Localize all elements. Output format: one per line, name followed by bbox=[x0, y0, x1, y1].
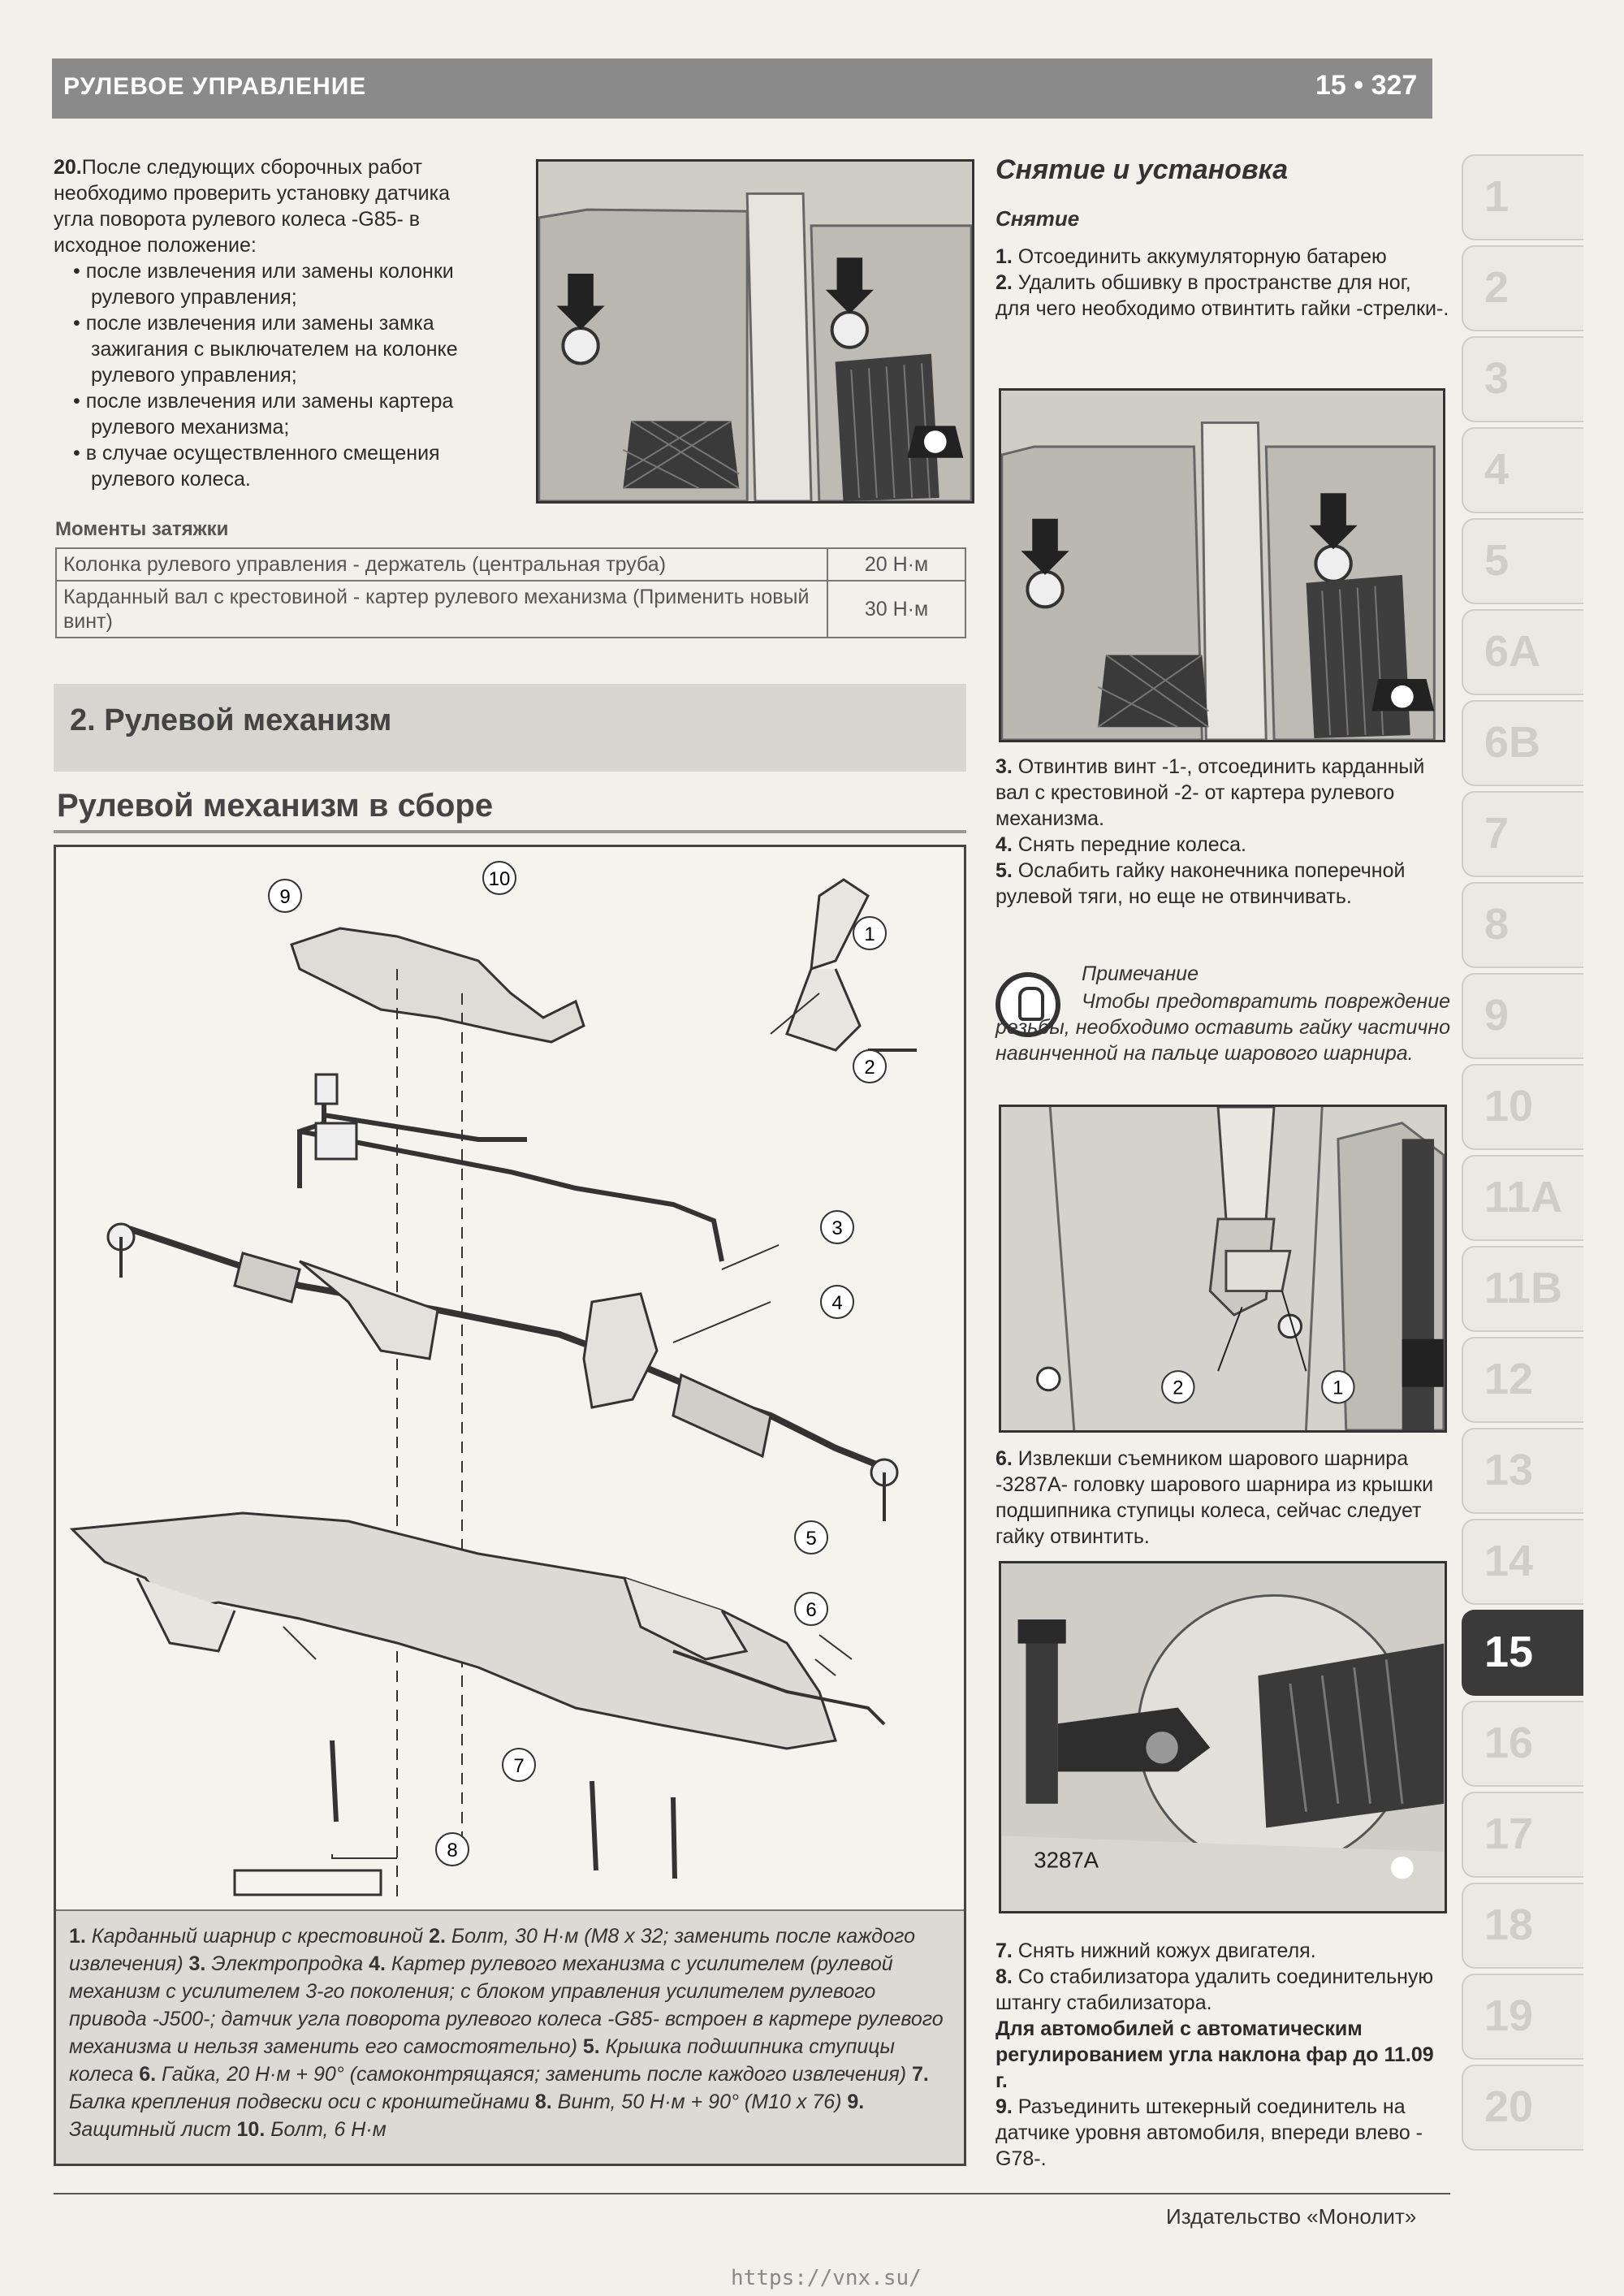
chapter-tab[interactable]: 2 bbox=[1462, 245, 1583, 331]
step-item: 5. Ослабить гайку наконечника поперечной рулевой тяги, но еще не отвинчивать. bbox=[996, 859, 1406, 908]
step-text: После следующих сборочных работ необходимо проверить установку датчика угла поворота рулевого колеса -G85- в исходное положение: bbox=[54, 156, 451, 257]
chapter-tab-active[interactable]: 15 bbox=[1462, 1610, 1583, 1696]
chapter-tab[interactable]: 5 bbox=[1462, 518, 1583, 604]
bullet-text: после извлечения или замены колонки рулевого управления; bbox=[85, 260, 454, 309]
svg-text:6: 6 bbox=[806, 1599, 817, 1621]
caption-item: 3. Электропродка bbox=[188, 1952, 369, 1975]
caption-item: 10. Болт, 6 Н·м bbox=[236, 2118, 387, 2141]
chapter-tab[interactable]: 6B bbox=[1462, 700, 1583, 786]
chapter-tab[interactable]: 11A bbox=[1462, 1155, 1583, 1241]
caption-item: 6. Гайка, 20 Н·м + 90° (самоконтрящаяся; заменить после каждого извлечения) bbox=[139, 2063, 913, 2086]
torque-title: Моменты затяжки bbox=[55, 518, 229, 540]
chapter-tab[interactable]: 9 bbox=[1462, 973, 1583, 1059]
page-number: 15 • 327 bbox=[1315, 70, 1418, 101]
bullet-item: • после извлечения или замены колонки рулевого управления; bbox=[73, 260, 454, 309]
steps-3-5 bbox=[996, 754, 1450, 910]
chapter-tab[interactable]: 16 bbox=[1462, 1701, 1583, 1787]
svg-text:1: 1 bbox=[1332, 1377, 1344, 1399]
footer-rule bbox=[54, 2193, 1450, 2194]
steps-1-2 bbox=[996, 244, 1450, 322]
subsection-title: Рулевой механизм в сборе bbox=[57, 788, 494, 824]
bullet-text: после извлечения или замены картера рулевого механизма; bbox=[85, 390, 454, 439]
torque-value: 20 Н·м bbox=[827, 548, 965, 581]
torque-label: Колонка рулевого управления - держатель (центральная труба) bbox=[56, 548, 827, 581]
footwell-illustration-2 bbox=[1001, 391, 1443, 740]
svg-text:2: 2 bbox=[1173, 1377, 1184, 1399]
chapter-tab[interactable]: 3 bbox=[1462, 336, 1583, 422]
note-box bbox=[996, 962, 1450, 1092]
step-number: 20. bbox=[54, 156, 82, 179]
torque-value: 30 Н·м bbox=[827, 581, 965, 638]
removal-subheading: Снятие bbox=[996, 206, 1080, 231]
section-title: 2. Рулевой механизм bbox=[70, 703, 392, 737]
callout-6 bbox=[795, 1593, 827, 1625]
cardan-joint-shape bbox=[787, 880, 868, 1050]
removal-installation-heading: Снятие и установка bbox=[996, 154, 1289, 185]
bold-paragraph: Для автомобилей с автоматическим регулированием угла наклона фар до 11.09 г. bbox=[996, 2017, 1434, 2092]
caption-item: 9. Защитный лист bbox=[69, 2091, 865, 2141]
ball-joint-puller-illustration bbox=[1001, 1563, 1445, 1911]
step-item: 2. Удалить обшивку в пространстве для ног, для чего необходимо отвинтить гайки -стрелки-. bbox=[996, 271, 1449, 320]
cardan-joint-illustration bbox=[1001, 1107, 1445, 1430]
callout-2 bbox=[853, 1050, 886, 1083]
photo-callout-1 bbox=[1322, 1371, 1354, 1403]
chapter-tab[interactable]: 20 bbox=[1462, 2065, 1583, 2151]
step-item: 4. Снять передние колеса. bbox=[996, 833, 1246, 856]
step-item: 1. Отсоединить аккумуляторную батарею bbox=[996, 245, 1387, 268]
note-title: Примечание bbox=[1082, 962, 1199, 985]
step-6 bbox=[996, 1446, 1450, 1550]
table-row bbox=[56, 548, 965, 581]
exploded-view-illustration bbox=[56, 847, 964, 1907]
chapter-tab[interactable]: 8 bbox=[1462, 882, 1583, 968]
svg-text:3: 3 bbox=[831, 1217, 843, 1239]
step-item: 6. Извлекши съемником шарового шарнира -3287A- головку шарового шарнира из крышки подшипника ступицы колеса, сейчас следует гайку отвинтить. bbox=[996, 1447, 1434, 1548]
step-item: 9. Разъединить штекерный соединитель на датчике уровня автомобиля, впереди влево -G78-. bbox=[996, 2095, 1423, 2170]
svg-text:7: 7 bbox=[513, 1755, 525, 1777]
bullet-item: • после извлечения или замены картера рулевого механизма; bbox=[73, 390, 454, 439]
tool-label: 3287A bbox=[1034, 1847, 1099, 1873]
bullet-text: после извлечения или замены замка зажигания с выключателем на колонке рулевого управления; bbox=[85, 312, 458, 387]
source-url[interactable]: https://vnx.su/ bbox=[731, 2266, 922, 2290]
svg-text:10: 10 bbox=[488, 868, 511, 890]
bullet-item: • после извлечения или замены замка зажигания с выключателем на колонке рулевого управления; bbox=[73, 312, 458, 387]
svg-text:2: 2 bbox=[864, 1057, 875, 1079]
chapter-tab[interactable]: 7 bbox=[1462, 791, 1583, 877]
callout-5 bbox=[795, 1521, 827, 1554]
step-item: 8. Со стабилизатора удалить соединительную штангу стабилизатора. bbox=[996, 1965, 1434, 2014]
torque-table bbox=[55, 547, 966, 638]
callout-4 bbox=[821, 1286, 853, 1318]
subsection-rule bbox=[54, 830, 966, 833]
heat-shield-shape bbox=[292, 928, 584, 1042]
chapter-tab[interactable]: 12 bbox=[1462, 1337, 1583, 1423]
svg-text:8: 8 bbox=[447, 1840, 458, 1861]
note-text: Чтобы предотвратить повреждение резьбы, необходимо оставить гайку частично навинченной на пальце шарового шарнира. bbox=[996, 990, 1450, 1065]
photo-callout-2 bbox=[1162, 1371, 1194, 1403]
callout-9 bbox=[269, 880, 301, 912]
left-column-text bbox=[54, 154, 484, 492]
step-item: 7. Снять нижний кожух двигателя. bbox=[996, 1939, 1316, 1962]
svg-text:4: 4 bbox=[831, 1292, 843, 1314]
step-item: 3. Отвинтив винт -1-, отсоединить карданный вал с крестовиной -2- от картера рулевого механизма. bbox=[996, 755, 1425, 830]
callout-8 bbox=[436, 1833, 469, 1866]
bullet-item: • в случае осуществленного смещения рулевого колеса. bbox=[73, 442, 440, 491]
wiring-shape bbox=[300, 1099, 722, 1261]
callout-1 bbox=[853, 917, 886, 949]
chapter-tab[interactable]: 18 bbox=[1462, 1883, 1583, 1969]
chapter-tab[interactable]: 10 bbox=[1462, 1064, 1583, 1150]
bullet-text: в случае осуществленного смещения рулевого колеса. bbox=[85, 442, 440, 491]
diagram-caption bbox=[56, 1909, 964, 2164]
svg-text:5: 5 bbox=[806, 1528, 817, 1550]
caption-item: 4. Картер рулевого механизма с усилителем (рулевой механизм с усилителем 3-го поколения; с блоком управления усилителем рулевого привода -J500-; датчик угла поворота рулевого колеса -G85- встроен в картере рулевого механизма и нельзя заменить его самостоятельно) bbox=[69, 1952, 944, 2058]
caption-item: 7. Балка крепления подвески оси с кронштейнами bbox=[69, 2063, 929, 2113]
caption-item: 5. Крышка подшипника ступицы колеса bbox=[69, 2035, 895, 2086]
chapter-tab[interactable]: 13 bbox=[1462, 1428, 1583, 1514]
callout-3 bbox=[821, 1211, 853, 1243]
cardan-joint-photo bbox=[999, 1105, 1447, 1433]
callout-7 bbox=[503, 1749, 535, 1781]
chapter-tab[interactable]: 1 bbox=[1462, 154, 1583, 240]
ball-joint-puller-photo bbox=[999, 1561, 1447, 1913]
chapter-tab[interactable]: 11B bbox=[1462, 1246, 1583, 1332]
caption-item: 8. Винт, 50 Н·м + 90° (М10 х 76) bbox=[534, 2091, 848, 2113]
footwell-photo-2 bbox=[999, 388, 1445, 742]
footwell-photo bbox=[536, 159, 974, 504]
chapter-tab[interactable]: 14 bbox=[1462, 1519, 1583, 1605]
steps-7-9 bbox=[996, 1938, 1450, 2172]
svg-text:9: 9 bbox=[279, 886, 291, 908]
torque-label: Карданный вал с крестовиной - картер рулевого механизма (Применить новый винт) bbox=[56, 581, 827, 638]
publisher-label: Издательство «Монолит» bbox=[1166, 2204, 1417, 2229]
chapter-tab[interactable]: 19 bbox=[1462, 1974, 1583, 2060]
table-row bbox=[56, 581, 965, 638]
caption-item: 2. Болт, 30 Н·м (М8 х 32; заменить после каждого извлечения) bbox=[69, 1925, 915, 1975]
section-header-title: РУЛЕВОЕ УПРАВЛЕНИЕ bbox=[63, 73, 367, 100]
callout-10 bbox=[483, 862, 516, 894]
chapter-tab[interactable]: 6A bbox=[1462, 609, 1583, 695]
chapter-tab[interactable]: 17 bbox=[1462, 1792, 1583, 1878]
chapter-tab[interactable]: 4 bbox=[1462, 427, 1583, 513]
steering-gear-diagram bbox=[54, 845, 966, 2166]
footwell-illustration bbox=[538, 162, 972, 501]
caption-item: 1. Карданный шарнир с крестовиной bbox=[69, 1925, 430, 1948]
svg-text:1: 1 bbox=[864, 923, 875, 945]
step-20 bbox=[54, 154, 484, 258]
